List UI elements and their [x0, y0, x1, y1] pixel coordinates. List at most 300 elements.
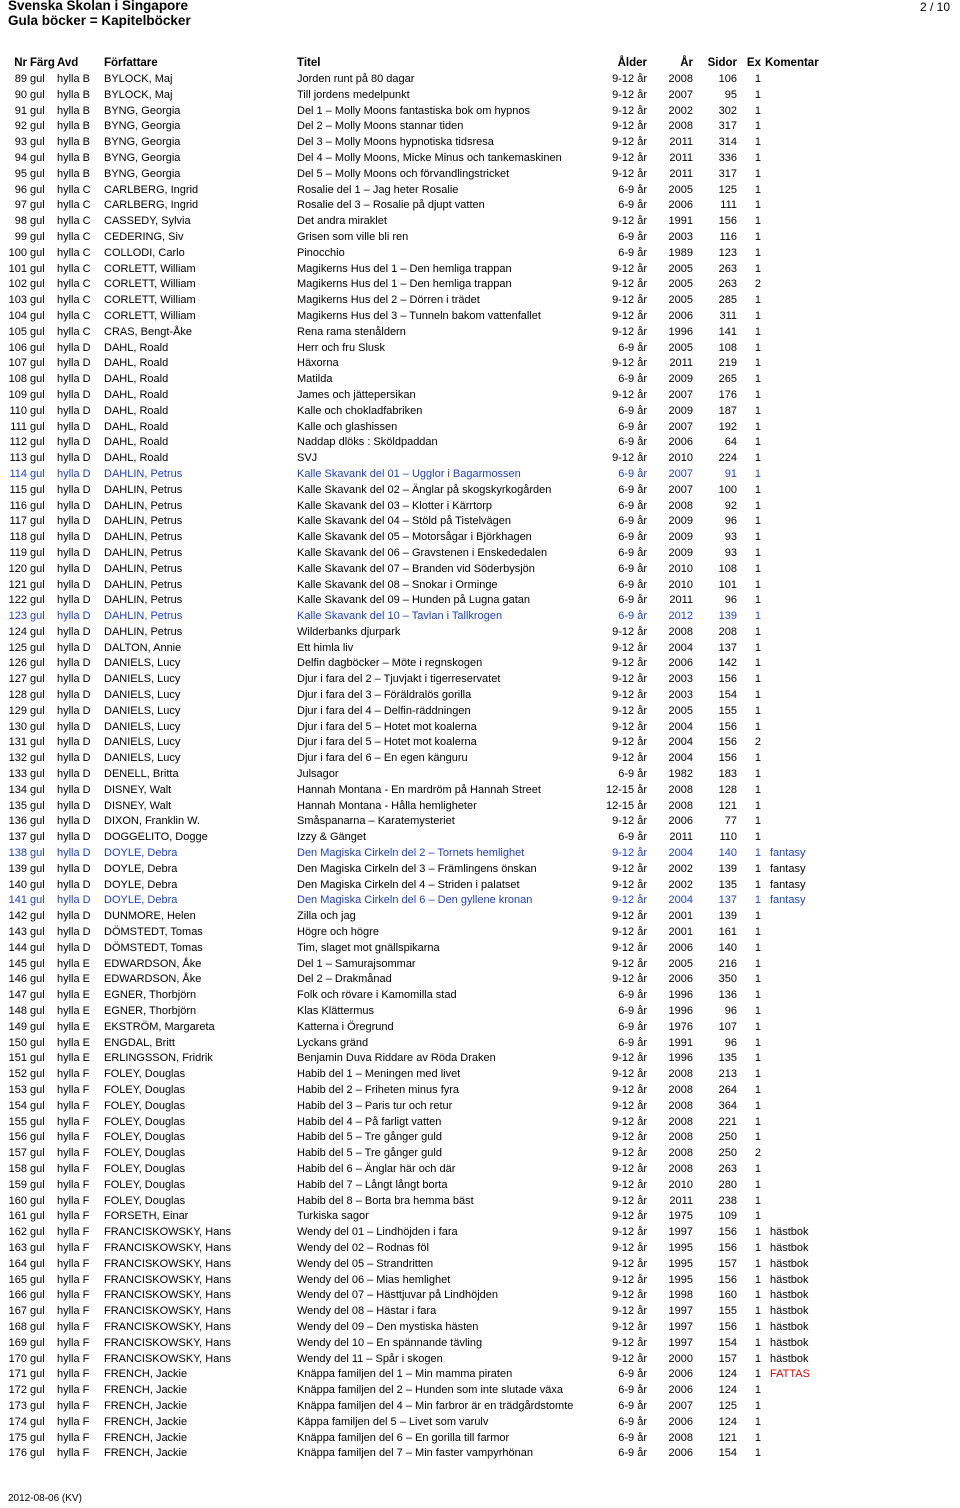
cell-forfattare: CRAS, Bengt-Åke [104, 325, 193, 338]
cell-komentar [761, 277, 960, 293]
cell-farg: gul [30, 1431, 45, 1444]
cell-nr: 135 [8, 799, 27, 812]
cell-ex: 2 [754, 1147, 761, 1160]
cell-ar: 2006 [668, 973, 693, 986]
cell-avd: hylla D [57, 578, 91, 591]
cell-sidor: 125 [718, 183, 737, 196]
cell-farg: gul [30, 73, 45, 85]
cell-ex: 1 [754, 1194, 761, 1207]
cell-alder: 6-9 år [618, 246, 647, 259]
cell-farg: gul [30, 515, 45, 528]
cell-nr: 133 [8, 768, 27, 781]
cell-avd: hylla D [57, 815, 91, 828]
table-row [0, 467, 960, 483]
cell-avd: hylla C [57, 262, 91, 275]
cell-ex: 1 [754, 1336, 761, 1349]
table-row [0, 1288, 960, 1304]
table-row [0, 988, 960, 1004]
cell-avd: hylla C [57, 278, 91, 291]
cell-avd: hylla D [57, 546, 91, 559]
col-header-alder: Ålder [617, 57, 647, 69]
cell-sidor: 285 [718, 294, 737, 307]
cell-ex: 1 [754, 230, 761, 243]
cell-farg: gul [30, 989, 45, 1002]
cell-avd: hylla F [57, 1226, 90, 1239]
cell-ex: 1 [754, 388, 761, 401]
cell-farg: gul [30, 1384, 45, 1397]
table-row [0, 1273, 960, 1289]
header-subtitle: Gula böcker = Kapitelböcker [8, 13, 191, 28]
cell-alder: 9-12 år [612, 1336, 647, 1349]
cell-ex: 1 [754, 783, 761, 796]
cell-sidor: 154 [718, 1447, 737, 1460]
cell-komentar [761, 972, 960, 988]
cell-alder: 6-9 år [618, 467, 647, 480]
cell-alder: 9-12 år [612, 847, 647, 860]
cell-ar: 2006 [668, 1384, 693, 1397]
cell-farg: gul [30, 1194, 45, 1207]
cell-forfattare: ENGDAL, Britt [104, 1036, 175, 1049]
cell-farg: gul [30, 594, 45, 607]
cell-alder: 9-12 år [612, 1178, 647, 1191]
cell-ex: 1 [754, 88, 761, 101]
cell-avd: hylla D [57, 862, 91, 875]
table-row [0, 783, 960, 799]
cell-ar: 2002 [668, 862, 693, 875]
cell-sidor: 109 [718, 1210, 737, 1223]
cell-komentar [761, 1446, 960, 1462]
cell-komentar [761, 1146, 960, 1162]
cell-ar: 2008 [668, 1099, 693, 1112]
cell-alder: 6-9 år [618, 1447, 647, 1460]
cell-farg: gul [30, 1336, 45, 1349]
cell-farg: gul [30, 1036, 45, 1049]
cell-ar: 2004 [668, 752, 693, 765]
cell-farg: gul [30, 373, 45, 386]
cell-avd: hylla D [57, 420, 91, 433]
cell-komentar [761, 735, 960, 751]
cell-nr: 117 [9, 515, 27, 528]
cell-avd: hylla F [57, 1305, 90, 1318]
cell-forfattare: FRENCH, Jackie [104, 1384, 188, 1397]
cell-titel: Djur i fara del 5 – Hotet mot koalerna [297, 736, 477, 749]
cell-forfattare: FRANCISKOWSKY, Hans [104, 1320, 231, 1333]
cell-avd: hylla D [57, 941, 91, 954]
cell-ex: 1 [754, 862, 761, 875]
cell-komentar [761, 214, 960, 230]
cell-sidor: 121 [718, 799, 737, 812]
cell-forfattare: DANIELS, Lucy [104, 673, 181, 686]
cell-ex: 1 [754, 1384, 761, 1397]
cell-ar: 2007 [668, 1399, 693, 1412]
table-row [0, 230, 960, 246]
cell-avd: hylla D [57, 341, 91, 354]
cell-komentar [761, 578, 960, 594]
cell-komentar [761, 957, 960, 973]
cell-farg: gul [30, 531, 45, 544]
cell-avd: hylla D [57, 388, 91, 401]
cell-alder: 6-9 år [618, 199, 647, 212]
cell-ar: 2007 [668, 483, 693, 496]
cell-ar: 1996 [668, 989, 693, 1002]
cell-ex: 1 [754, 847, 761, 860]
cell-komentar [761, 562, 960, 578]
table-row [0, 1320, 960, 1336]
cell-ex: 1 [754, 1131, 761, 1144]
cell-farg: gul [30, 610, 45, 623]
cell-komentar [761, 530, 960, 546]
table-row [0, 214, 960, 230]
cell-alder: 9-12 år [612, 878, 647, 891]
cell-komentar [761, 1130, 960, 1146]
cell-titel: Wendy del 05 – Strandritten [297, 1257, 434, 1270]
cell-nr: 140 [8, 878, 27, 891]
cell-komentar [761, 372, 960, 388]
table-row [0, 688, 960, 704]
cell-titel: Knäppa familjen del 7 – Min faster vampyrhönan [297, 1447, 534, 1460]
cell-ar: 1975 [668, 1210, 693, 1223]
cell-forfattare: DAHLIN, Petrus [104, 594, 183, 607]
cell-titel: Del 2 – Molly Moons stannar tiden [297, 120, 464, 133]
cell-alder: 6-9 år [618, 230, 647, 243]
cell-komentar [761, 593, 960, 609]
cell-avd: hylla D [57, 673, 91, 686]
cell-alder: 6-9 år [618, 831, 647, 844]
cell-avd: hylla D [57, 515, 91, 528]
cell-sidor: 350 [718, 973, 737, 986]
cell-farg: gul [30, 1131, 45, 1144]
table-row [0, 814, 960, 830]
cell-komentar [761, 1415, 960, 1431]
table-row [0, 151, 960, 167]
cell-komentar [761, 1178, 960, 1194]
cell-ex: 1 [754, 262, 761, 275]
cell-avd: hylla F [57, 1320, 90, 1333]
cell-titel: Habib del 5 – Tre gånger guld [297, 1147, 442, 1160]
cell-ar: 2006 [668, 1447, 693, 1460]
cell-titel: Julsagor [297, 768, 339, 781]
cell-forfattare: DAHL, Roald [104, 404, 169, 417]
cell-sidor: 155 [718, 704, 737, 717]
cell-nr: 147 [8, 989, 27, 1002]
table-row [0, 1257, 960, 1273]
cell-alder: 9-12 år [612, 294, 647, 307]
cell-ex: 1 [754, 610, 761, 623]
cell-sidor: 140 [718, 847, 737, 860]
cell-alder: 9-12 år [612, 625, 647, 638]
cell-komentar [761, 783, 960, 799]
cell-komentar [761, 341, 960, 357]
cell-ar: 2006 [668, 1368, 693, 1381]
cell-komentar [761, 1067, 960, 1083]
cell-farg: gul [30, 894, 45, 907]
cell-avd: hylla F [57, 1068, 90, 1081]
table-row [0, 1352, 960, 1368]
cell-komentar [761, 909, 960, 925]
cell-komentar: hästbok [770, 1305, 809, 1318]
table-row [0, 435, 960, 451]
table-row [0, 1415, 960, 1431]
table-row [0, 1067, 960, 1083]
table-header-row [0, 55, 960, 72]
cell-avd: hylla D [57, 736, 91, 749]
cell-sidor: 302 [718, 104, 737, 117]
table-row [0, 372, 960, 388]
cell-sidor: 364 [718, 1099, 737, 1112]
cell-titel: Benjamin Duva Riddare av Röda Draken [297, 1052, 496, 1065]
cell-alder: 6-9 år [618, 546, 647, 559]
cell-nr: 134 [8, 783, 27, 796]
cell-titel: Kalle Skavank del 05 – Motorsågar i Björkhagen [297, 531, 532, 544]
cell-ex: 2 [754, 736, 761, 749]
cell-ar: 2004 [668, 720, 693, 733]
cell-komentar [761, 720, 960, 736]
cell-komentar: hästbok [770, 1241, 809, 1254]
cell-ex: 1 [754, 1084, 761, 1096]
cell-avd: hylla F [57, 1241, 90, 1254]
cell-nr: 102 [8, 278, 27, 291]
cell-ex: 1 [754, 467, 761, 480]
cell-ar: 1998 [668, 1289, 693, 1302]
cell-alder: 9-12 år [612, 167, 647, 180]
cell-komentar [761, 104, 960, 120]
cell-avd: hylla D [57, 357, 91, 370]
cell-alder: 9-12 år [612, 926, 647, 939]
cell-ar: 2005 [668, 278, 693, 291]
cell-nr: 149 [8, 1020, 27, 1033]
cell-alder: 6-9 år [618, 531, 647, 544]
cell-sidor: 139 [718, 910, 737, 923]
cell-farg: gul [30, 199, 45, 212]
cell-ar: 2005 [668, 183, 693, 196]
cell-komentar [761, 420, 960, 436]
cell-forfattare: FRENCH, Jackie [104, 1447, 188, 1460]
cell-farg: gul [30, 578, 45, 591]
cell-sidor: 91 [724, 467, 737, 480]
cell-titel: Matilda [297, 373, 333, 386]
cell-titel: Tim, slaget mot gnällspikarna [297, 941, 440, 954]
col-header-sidor: Sidor [707, 57, 737, 69]
cell-ar: 2006 [668, 309, 693, 322]
cell-alder: 9-12 år [612, 1131, 647, 1144]
cell-ex: 1 [754, 1289, 761, 1302]
cell-titel: Wilderbanks djurpark [297, 625, 401, 638]
cell-nr: 166 [8, 1289, 27, 1302]
cell-farg: gul [30, 704, 45, 717]
cell-sidor: 213 [718, 1068, 737, 1081]
cell-alder: 9-12 år [612, 689, 647, 702]
cell-ex: 1 [754, 689, 761, 702]
cell-forfattare: DAHL, Roald [104, 420, 169, 433]
cell-avd: hylla F [57, 1147, 90, 1160]
cell-ar: 2007 [668, 420, 693, 433]
cell-titel: Habib del 7 – Långt långt borta [297, 1178, 448, 1191]
table-row [0, 1083, 960, 1099]
cell-farg: gul [30, 262, 45, 275]
cell-titel: Lyckans gränd [297, 1036, 369, 1049]
cell-avd: hylla C [57, 309, 91, 322]
cell-titel: Wendy del 09 – Den mystiska hästen [297, 1320, 479, 1333]
cell-titel: Den Magiska Cirkeln del 4 – Striden i palatset [297, 878, 520, 891]
cell-alder: 9-12 år [612, 910, 647, 923]
cell-titel: Habib del 8 – Borta bra hemma bäst [297, 1194, 474, 1207]
cell-forfattare: FRANCISKOWSKY, Hans [104, 1289, 231, 1302]
cell-ex: 1 [754, 515, 761, 528]
table-row [0, 88, 960, 104]
cell-ar: 2006 [668, 1415, 693, 1428]
cell-forfattare: FRENCH, Jackie [104, 1368, 188, 1381]
cell-avd: hylla E [57, 973, 91, 986]
cell-avd: hylla E [57, 957, 91, 970]
cell-avd: hylla D [57, 373, 91, 386]
cell-forfattare: FRENCH, Jackie [104, 1431, 188, 1444]
cell-nr: 167 [8, 1305, 27, 1318]
cell-komentar [761, 325, 960, 341]
cell-ex: 1 [754, 562, 761, 575]
header-title: Svenska Skolan i Singapore [8, 0, 189, 13]
cell-forfattare: DANIELS, Lucy [104, 657, 181, 670]
table-row [0, 562, 960, 578]
cell-alder: 9-12 år [612, 862, 647, 875]
cell-forfattare: FRANCISKOWSKY, Hans [104, 1305, 231, 1318]
cell-titel: Magikerns Hus del 2 – Dörren i trädet [297, 294, 480, 307]
cell-ar: 1995 [668, 1241, 693, 1254]
cell-avd: hylla F [57, 1178, 90, 1191]
cell-alder: 9-12 år [612, 657, 647, 670]
cell-avd: hylla F [57, 1162, 90, 1175]
cell-forfattare: DAHLIN, Petrus [104, 483, 183, 496]
cell-forfattare: DANIELS, Lucy [104, 689, 181, 702]
cell-komentar [761, 483, 960, 499]
cell-avd: hylla D [57, 799, 91, 812]
cell-komentar: hästbok [770, 1257, 809, 1270]
cell-nr: 120 [8, 562, 27, 575]
cell-komentar [761, 1036, 960, 1052]
cell-avd: hylla D [57, 594, 91, 607]
cell-titel: Herr och fru Slusk [297, 341, 386, 354]
cell-ex: 1 [754, 941, 761, 954]
cell-ex: 1 [754, 1210, 761, 1223]
cell-sidor: 280 [718, 1178, 737, 1191]
cell-ar: 2012 [668, 610, 693, 623]
cell-sidor: 156 [718, 1241, 737, 1254]
cell-avd: hylla E [57, 1005, 91, 1018]
cell-titel: Del 4 – Molly Moons, Micke Minus och tankemaskinen [297, 151, 562, 164]
cell-farg: gul [30, 1020, 45, 1033]
cell-sidor: 111 [720, 199, 737, 212]
cell-avd: hylla D [57, 752, 91, 765]
cell-nr: 91 [14, 104, 27, 117]
cell-ex: 1 [754, 815, 761, 828]
cell-farg: gul [30, 562, 45, 575]
cell-forfattare: FRENCH, Jackie [104, 1415, 188, 1428]
cell-titel: Jorden runt på 80 dagar [297, 73, 415, 85]
cell-avd: hylla D [57, 404, 91, 417]
cell-ex: 1 [754, 1431, 761, 1444]
cell-farg: gul [30, 625, 45, 638]
cell-sidor: 219 [718, 357, 737, 370]
cell-avd: hylla F [57, 1399, 90, 1412]
table-row [0, 293, 960, 309]
cell-komentar [761, 767, 960, 783]
cell-ar: 2008 [668, 1068, 693, 1081]
cell-komentar [761, 135, 960, 151]
cell-ar: 2011 [669, 167, 693, 180]
cell-alder: 6-9 år [618, 1020, 647, 1033]
cell-ar: 2011 [669, 357, 693, 370]
cell-nr: 146 [8, 973, 27, 986]
cell-alder: 6-9 år [618, 1384, 647, 1397]
cell-farg: gul [30, 1399, 45, 1412]
cell-nr: 121 [8, 578, 27, 591]
cell-sidor: 136 [718, 989, 737, 1002]
cell-titel: Del 2 – Drakmånad [297, 973, 392, 986]
cell-forfattare: BYNG, Georgia [104, 136, 181, 149]
cell-titel: Kalle Skavank del 03 – Klotter i Kärrtorp [297, 499, 493, 512]
cell-alder: 6-9 år [618, 610, 647, 623]
cell-ar: 2004 [668, 641, 693, 654]
cell-farg: gul [30, 1305, 45, 1318]
cell-titel: Det andra miraklet [297, 215, 387, 228]
cell-nr: 176 [8, 1447, 27, 1460]
cell-ex: 1 [754, 183, 761, 196]
cell-farg: gul [30, 357, 45, 370]
cell-komentar [761, 830, 960, 846]
cell-alder: 9-12 år [612, 941, 647, 954]
cell-ar: 2006 [668, 657, 693, 670]
cell-komentar [761, 1209, 960, 1225]
cell-titel: Den Magiska Cirkeln del 3 – Främlingens önskan [297, 862, 537, 875]
cell-ex: 1 [754, 878, 761, 891]
cell-ex: 1 [754, 1226, 761, 1239]
book-table [0, 55, 960, 1462]
cell-ex: 1 [754, 199, 761, 212]
cell-ar: 2003 [668, 689, 693, 702]
cell-komentar: fantasy [770, 847, 806, 860]
cell-titel: Djur i fara del 4 – Delfin-räddningen [297, 704, 471, 717]
cell-avd: hylla F [57, 1115, 90, 1128]
cell-ar: 2011 [669, 1194, 693, 1207]
cell-forfattare: CORLETT, William [104, 278, 196, 291]
table-row [0, 277, 960, 293]
cell-ar: 2006 [668, 941, 693, 954]
cell-alder: 9-12 år [612, 1194, 647, 1207]
cell-forfattare: DAHLIN, Petrus [104, 531, 183, 544]
cell-titel: Del 1 – Samurajsommar [297, 957, 416, 970]
cell-komentar [761, 641, 960, 657]
table-row [0, 1099, 960, 1115]
cell-forfattare: DAHL, Roald [104, 436, 169, 449]
cell-ex: 1 [754, 436, 761, 449]
cell-farg: gul [30, 120, 45, 133]
table-row [0, 957, 960, 973]
cell-nr: 93 [14, 136, 27, 149]
cell-alder: 9-12 år [612, 1068, 647, 1081]
cell-alder: 12-15 år [606, 799, 647, 812]
cell-sidor: 135 [718, 878, 737, 891]
cell-sidor: 317 [718, 167, 737, 180]
cell-sidor: 160 [718, 1289, 737, 1302]
cell-avd: hylla E [57, 1052, 91, 1065]
table-row [0, 1051, 960, 1067]
cell-komentar: hästbok [770, 1273, 809, 1286]
cell-ex: 1 [754, 325, 761, 338]
cell-sidor: 263 [718, 262, 737, 275]
cell-komentar [761, 356, 960, 372]
cell-nr: 106 [8, 341, 27, 354]
cell-ar: 2009 [668, 373, 693, 386]
cell-ex: 1 [754, 752, 761, 765]
